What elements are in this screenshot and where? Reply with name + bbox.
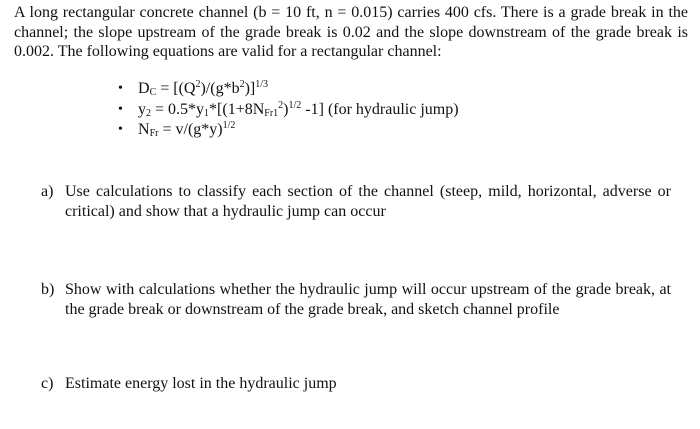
bullet-icon: • (118, 122, 123, 137)
question-label: c) (41, 375, 54, 392)
question-text: Use calculations to classify each section of the channel (steep, mild, horizontal, adverse or critical) and show that a hydraulic jump can occur (65, 183, 671, 220)
equation-froude-number: • $N_{Fr} = v/(g*y)^{1/2}$ (118, 120, 236, 139)
bullet-icon: • (118, 81, 123, 96)
problem-statement: A long rectangular concrete channel (b = 10 ft, n = 0.015) carries 400 cfs. There is a grade break in the channel; the slope upstream of the grade break is 0.02 and the slope downstream of the grade break is 0.002. The following equations are valid for a rectangular channel: (14, 4, 688, 60)
question-text: Show with calculations whether the hydraulic jump will occur upstream of the grade break, at the grade break or downstream of the grade break, and sketch channel profile (65, 281, 671, 318)
equation-hydraulic-jump: • $y_2 = 0.5*y_1*[(1+8N_{Fr1}^2)^{1/2}$ -1] (for hydraulic jump) (118, 99, 459, 119)
question-a (41, 182, 671, 222)
equation-list (118, 79, 459, 141)
question-label: b) (41, 281, 55, 298)
question-c (41, 374, 671, 394)
question-b (41, 280, 671, 320)
question-label: a) (41, 183, 54, 200)
question-text: Estimate energy lost in the hydraulic jump (65, 375, 337, 392)
equation-critical-depth: • $D_C = [(Q^2)/(g*b^2)]^{1/3}$ (118, 79, 269, 98)
bullet-icon: • (118, 101, 123, 117)
